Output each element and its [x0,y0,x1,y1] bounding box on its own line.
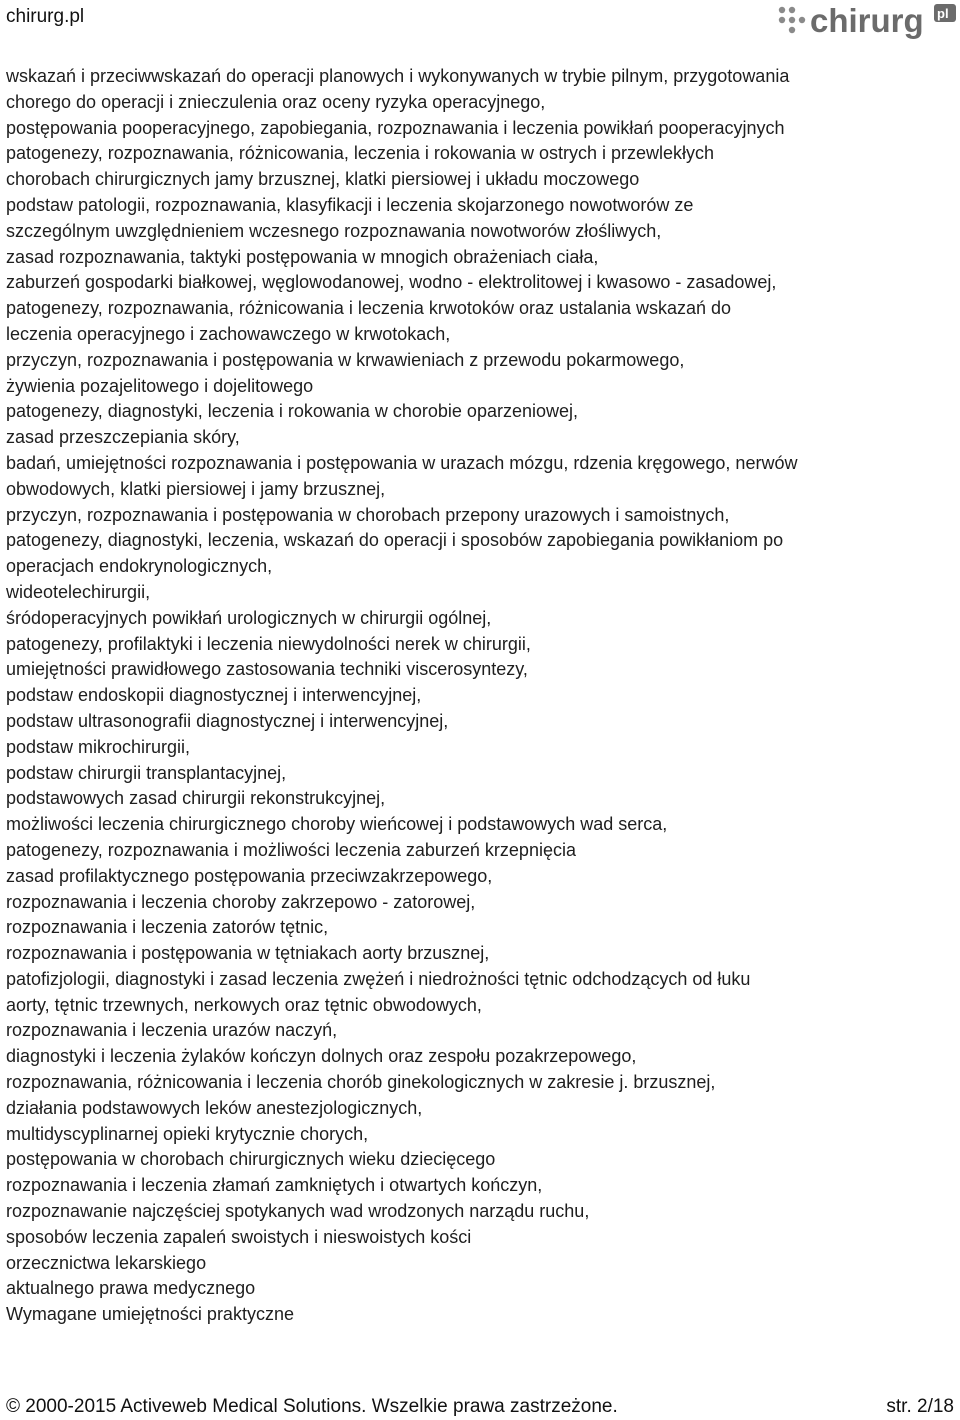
text-line: rozpoznawania i leczenia choroby zakrzepowo - zatorowej, [6,891,476,912]
text-line: orzecznictwa lekarskiego [6,1252,207,1273]
text-line: leczenia operacyjnego i zachowawczego w krwotokach, [6,323,451,344]
text-line: rozpoznawania, różnicowania i leczenia chorób ginekologicznych w zakresie j. brzusznej, [6,1072,716,1093]
text-line: patogenezy, diagnostyki, leczenia, wskazań do operacji i sposobów zapobiegania powikłaniom po [6,530,784,551]
text-line: zasad profilaktycznego postępowania przeciwzakrzepowego, [6,865,493,886]
text-line: zasad rozpoznawania, taktyki postępowania w mnogich obrażeniach ciała, [6,246,599,267]
logo-wordmark: chirurg [810,2,924,39]
text-line: rozpoznawanie najczęściej spotykanych wad wrodzonych narządu ruchu, [6,1201,590,1222]
text-line: rozpoznawania i leczenia urazów naczyń, [6,1020,338,1041]
text-line: operacjach endokrynologicznych, [6,556,273,577]
text-line: patogenezy, profilaktyki i leczenia niewydolności nerek w chirurgii, [6,633,531,654]
text-line: rozpoznawania i leczenia złamań zamkniętych i otwartych kończyn, [6,1175,543,1196]
logo-badge-text: pl [937,6,949,21]
site-name: chirurg.pl [6,6,85,27]
text-line: podstaw patologii, rozpoznawania, klasyfikacji i leczenia skojarzonego nowotworów ze [6,194,694,215]
text-line: obwodowych, klatki piersiowej i jamy brzusznej, [6,478,386,499]
text-line: patogenezy, rozpoznawania, różnicowania, leczenia i rokowania w ostrych i przewlekłych [6,143,715,164]
text-line: patogenezy, diagnostyki, leczenia i rokowania w chorobie oparzeniowej, [6,401,579,422]
text-line: działania podstawowych leków anestezjologicznych, [6,1097,423,1118]
text-line: szczególnym uwzględnieniem wczesnego rozpoznawania nowotworów złośliwych, [6,220,662,241]
footer-copyright: © 2000-2015 Activeweb Medical Solutions. Wszelkie prawa zastrzeżone. [6,1396,618,1417]
chirurg-logo [776,1,958,41]
text-line: postępowania pooperacyjnego, zapobiegania, rozpoznawania i leczenia powikłań pooperacyjnych [6,117,785,138]
text-line: możliwości leczenia chirurgicznego choroby wieńcowej i podstawowych wad serca, [6,814,668,835]
text-line: chorego do operacji i znieczulenia oraz oceny ryzyka operacyjnego, [6,91,546,112]
text-line: multidyscyplinarnej opieki krytycznie chorych, [6,1123,369,1144]
text-line: Wymagane umiejętności praktyczne [6,1304,294,1325]
logo-dots-icon [779,7,805,33]
text-line: chorobach chirurgicznych jamy brzusznej, klatki piersiowej i układu moczowego [6,169,640,190]
text-line: aktualnego prawa medycznego [6,1278,256,1299]
text-line: wideotelechirurgii, [6,581,151,602]
text-line: żywienia pozajelitowego i dojelitowego [6,375,314,396]
text-line: diagnostyki i leczenia żylaków kończyn dolnych oraz zespołu pozakrzepowego, [6,1046,637,1067]
text-line: patofizjologii, diagnostyki i zasad leczenia zwężeń i niedrożności tętnic odchodzących od łuku [6,968,751,989]
text-line: wskazań i przeciwwskazań do operacji planowych i wykonywanych w trybie pilnym, przygotowania [6,66,790,86]
text-line: rozpoznawania i leczenia zatorów tętnic, [6,917,329,938]
footer-page-number: str. 2/18 [886,1396,954,1417]
text-line: patogenezy, rozpoznawania, różnicowania i leczenia krwotoków oraz ustalania wskazań do [6,298,732,319]
text-line: śródoperacyjnych powikłań urologicznych w chirurgii ogólnej, [6,607,492,628]
text-line: patogenezy, rozpoznawania i możliwości leczenia zaburzeń krzepnięcia [6,839,576,860]
text-line: rozpoznawania i postępowania w tętniakach aorty brzusznej, [6,943,490,964]
text-line: przyczyn, rozpoznawania i postępowania w chorobach przepony urazowych i samoistnych, [6,504,730,525]
text-line: umiejętności prawidłowego zastosowania techniki viscerosyntezy, [6,659,528,680]
text-line: podstaw mikrochirurgii, [6,736,191,757]
text-line: zaburzeń gospodarki białkowej, węglowodanowej, wodno - elektrolitowej i kwasowo - zasadowej, [6,272,777,293]
text-line: podstaw chirurgii transplantacyjnej, [6,762,287,783]
text-line: przyczyn, rozpoznawania i postępowania w krwawieniach z przewodu pokarmowego, [6,349,685,370]
text-line: sposobów leczenia zapaleń swoistych i nieswoistych kości [6,1226,472,1247]
text-line: podstawowych zasad chirurgii rekonstrukcyjnej, [6,788,386,809]
text-line: badań, umiejętności rozpoznawania i postępowania w urazach mózgu, rdzenia kręgowego, nerwów [6,452,798,473]
text-line: postępowania w chorobach chirurgicznych wieku dziecięcego [6,1149,496,1170]
document-body [6,64,956,1328]
text-line: podstaw ultrasonografii diagnostycznej i interwencyjnej, [6,710,449,731]
text-line: zasad przeszczepiania skóry, [6,427,240,448]
text-line: aorty, tętnic trzewnych, nerkowych oraz tętnic obwodowych, [6,994,482,1015]
text-line: podstaw endoskopii diagnostycznej i interwencyjnej, [6,685,422,706]
